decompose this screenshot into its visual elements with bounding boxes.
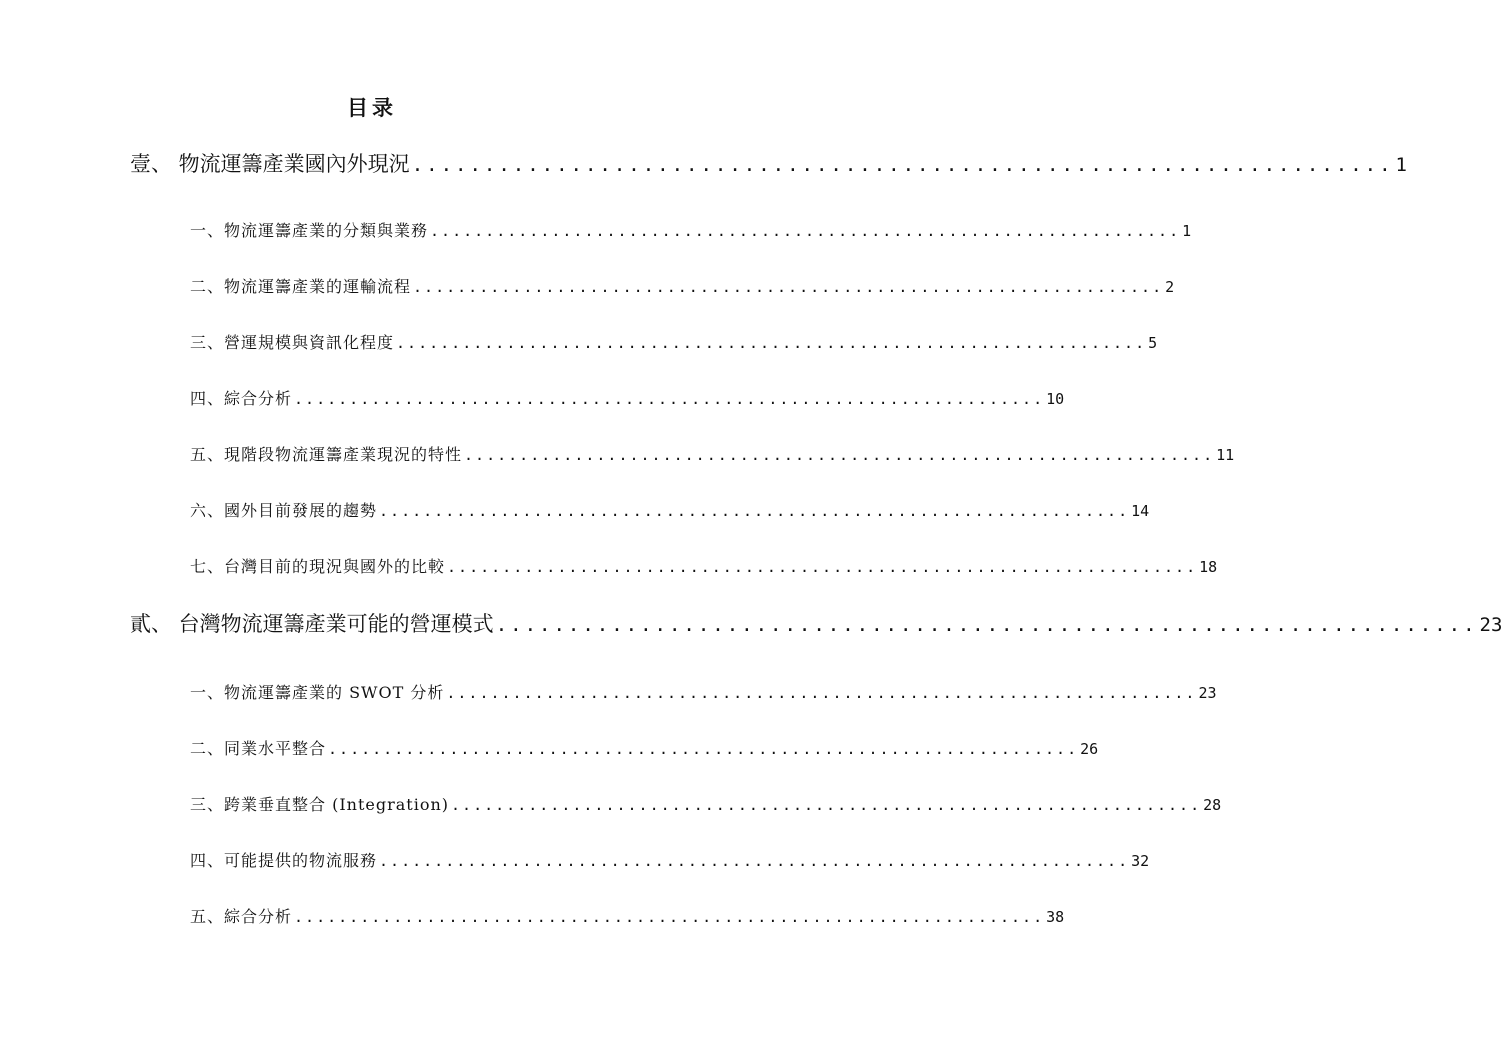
toc-item-label: 四、可能提供的物流服務 <box>190 851 378 870</box>
toc-leader-dots: .................................................................... <box>413 278 1164 296</box>
toc-item-2-3[interactable] <box>190 792 1222 815</box>
toc-page-number: 11 <box>1216 446 1235 464</box>
toc-leader-dots: .................................................................... <box>294 390 1045 408</box>
toc-page-number: 5 <box>1148 334 1158 352</box>
toc-leader-dots: .................................................................... <box>430 222 1181 240</box>
toc-leader-dots: .................................................................... <box>294 908 1045 926</box>
toc-item-label: 五、綜合分析 <box>190 907 293 926</box>
toc-section-2[interactable] <box>130 608 1502 638</box>
toc-page-number: 14 <box>1131 502 1150 520</box>
toc-page-number: 23 <box>1198 684 1217 702</box>
toc-item-2-1[interactable] <box>190 680 1217 703</box>
toc-page-number: 23 <box>1479 614 1502 636</box>
toc-item-2-4[interactable] <box>190 848 1150 871</box>
toc-item-1-1[interactable] <box>190 218 1192 241</box>
toc-leader-dots: .................................................................... <box>379 852 1130 870</box>
toc-page-number: 10 <box>1046 390 1065 408</box>
toc-page-number: 32 <box>1131 852 1150 870</box>
toc-item-1-3[interactable] <box>190 330 1158 353</box>
toc-item-label: 五、現階段物流運籌產業現況的特性 <box>190 445 463 464</box>
toc-page-number: 2 <box>1165 278 1175 296</box>
toc-item-label: 一、物流運籌產業的分類與業務 <box>190 221 429 240</box>
toc-item-label: 七、台灣目前的現況與國外的比較 <box>190 557 446 576</box>
toc-section-label: 貳、 台灣物流運籌產業可能的營運模式 <box>130 612 494 636</box>
toc-item-label: 四、綜合分析 <box>190 389 293 408</box>
toc-leader-dots: .................................................................... <box>396 334 1147 352</box>
toc-leader-dots: .................................................................... <box>495 614 1478 636</box>
toc-section-1[interactable] <box>130 148 1407 178</box>
toc-leader-dots: .................................................................... <box>411 154 1394 176</box>
toc-title: 目录 <box>347 96 397 120</box>
toc-page-number: 38 <box>1046 908 1065 926</box>
toc-item-label: 二、物流運籌產業的運輸流程 <box>190 277 412 296</box>
toc-item-2-5[interactable] <box>190 904 1065 927</box>
toc-item-1-5[interactable] <box>190 442 1235 465</box>
toc-page-number: 1 <box>1182 222 1192 240</box>
toc-item-label: 三、跨業垂直整合 (Integration) <box>190 795 450 814</box>
toc-leader-dots: .................................................................... <box>328 740 1079 758</box>
toc-leader-dots: .................................................................... <box>451 796 1202 814</box>
toc-item-label: 三、營運規模與資訊化程度 <box>190 333 395 352</box>
toc-page-number: 28 <box>1203 796 1222 814</box>
toc-leader-dots: .................................................................... <box>446 684 1197 702</box>
toc-section-label: 壹、 物流運籌產業國內外現況 <box>130 152 410 176</box>
toc-page-number: 18 <box>1199 558 1218 576</box>
toc-item-1-4[interactable] <box>190 386 1065 409</box>
toc-item-1-2[interactable] <box>190 274 1175 297</box>
toc-item-label: 一、物流運籌產業的 SWOT 分析 <box>190 683 445 702</box>
toc-item-1-7[interactable] <box>190 554 1218 577</box>
toc-item-1-6[interactable] <box>190 498 1150 521</box>
toc-item-2-2[interactable] <box>190 736 1099 759</box>
toc-item-label: 六、國外目前發展的趨勢 <box>190 501 378 520</box>
toc-item-label: 二、同業水平整合 <box>190 739 327 758</box>
toc-leader-dots: .................................................................... <box>447 558 1198 576</box>
toc-page-number: 26 <box>1080 740 1099 758</box>
toc-page-number: 1 <box>1395 154 1407 176</box>
toc-leader-dots: .................................................................... <box>379 502 1130 520</box>
toc-leader-dots: .................................................................... <box>464 446 1215 464</box>
